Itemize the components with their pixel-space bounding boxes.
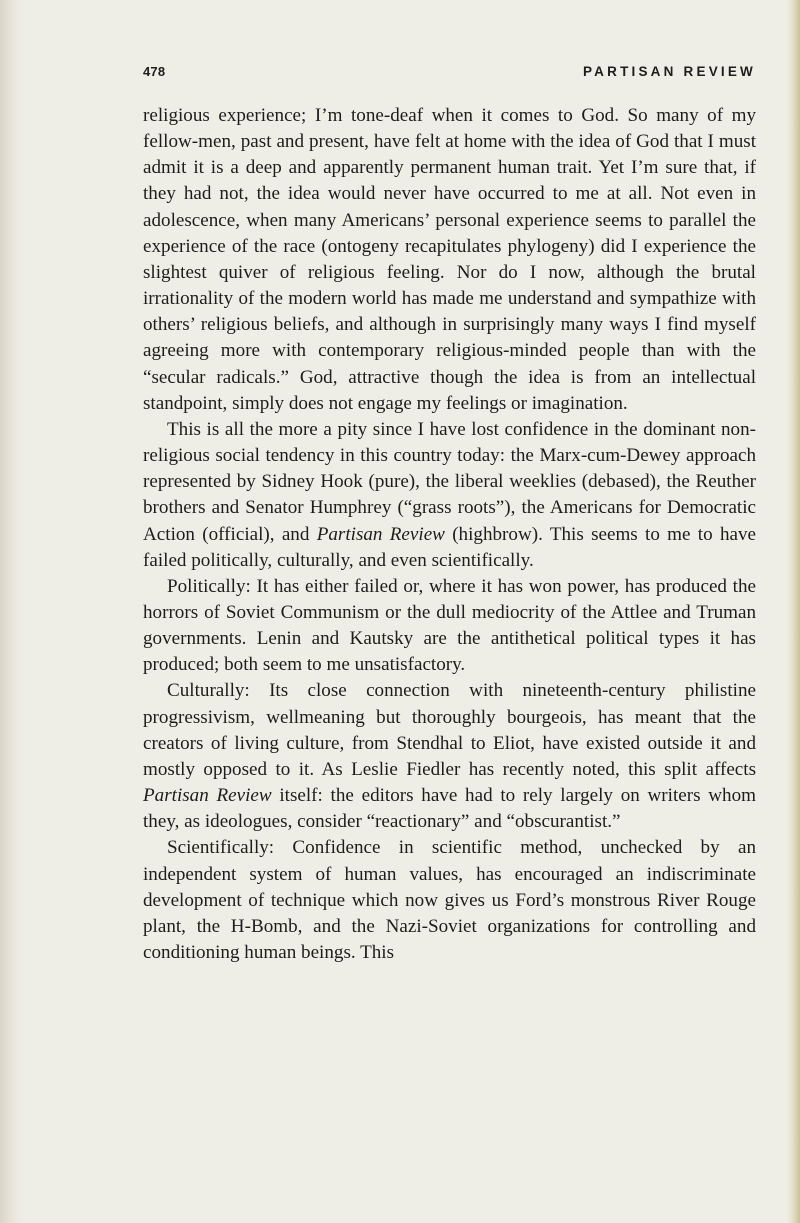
text-segment: itself: the editors have had to rely largely on writers whom they, as ideologues, consider “reactionary” and “obscurantist.” bbox=[143, 785, 756, 833]
text-segment: This is all the more a pity since I have lost confidence in the dominant non-religious social tendency in this country today: the Marx-cum-Dewey approach represented by Sidney Hook (pure), the liberal weeklies (debased), the Reuther brothers and Senator Humphrey (“grass roots”), the Americans for Democratic Action (official), and bbox=[143, 418, 756, 545]
page-gutter-shadow bbox=[0, 0, 26, 1223]
paragraph bbox=[143, 417, 756, 574]
paragraph bbox=[143, 835, 756, 966]
page-header bbox=[143, 64, 756, 88]
paragraph bbox=[143, 103, 756, 417]
body-text bbox=[143, 103, 756, 966]
text-segment: Culturally: Its close connection with nineteenth-century philistine progressivism, wellmeaning but thoroughly bourgeois, has meant that the creators of living culture, from Stendhal to Eliot, have existed outside it and mostly opposed to it. As Leslie Fiedler has recently noted, this split affects bbox=[143, 680, 756, 780]
text-segment: (highbrow). This seems to me to have failed politically, culturally, and even scientifically. bbox=[143, 523, 756, 571]
paragraph bbox=[143, 678, 756, 835]
page-edge-stain bbox=[786, 0, 800, 1223]
page-number: 478 bbox=[143, 64, 166, 79]
journal-title: Partisan Review bbox=[143, 785, 272, 807]
paragraph bbox=[143, 574, 756, 679]
text-segment: Scientifically: Confidence in scientific method, unchecked by an independent system of human values, has encouraged an indiscriminate development of technique which now gives us Ford’s monstrous River Rouge plant, the H-Bomb, and the Nazi-Soviet organizations for controlling and conditioning human beings. This bbox=[143, 837, 756, 963]
running-head: PARTISAN REVIEW bbox=[582, 64, 756, 79]
journal-title: Partisan Review bbox=[316, 523, 445, 545]
text-segment: Politically: It has either failed or, where it has won power, has produced the horrors of Soviet Communism or the dull mediocrity of the Attlee and Truman governments. Lenin and Kautsky are the antithetical political types it has produced; both seem to me unsatisfactory. bbox=[143, 575, 756, 676]
text-segment: religious experience; I’m tone-deaf when it comes to God. So many of my fellow-men, past and present, have felt at home with the idea of God that I must admit it is a deep and apparently permanent human trait. Yet I’m sure that, if they had not, the idea would never have occurred to me at all. Not even in adolescence, when many Americans’ personal experience seems to parallel the experience of the race (ontogeny recapitulates phylogeny) did I experience the slightest quiver of religious feeling. Nor do I now, although the brutal irrationality of the modern world has made me understand and sympathize with others’ religious beliefs, and although in surprisingly many ways I find myself agreeing more with contemporary religious-minded people than with the “secular radicals.” God, attractive though the idea is from an intellectual standpoint, simply does not engage my feelings or imagination. bbox=[143, 105, 756, 414]
